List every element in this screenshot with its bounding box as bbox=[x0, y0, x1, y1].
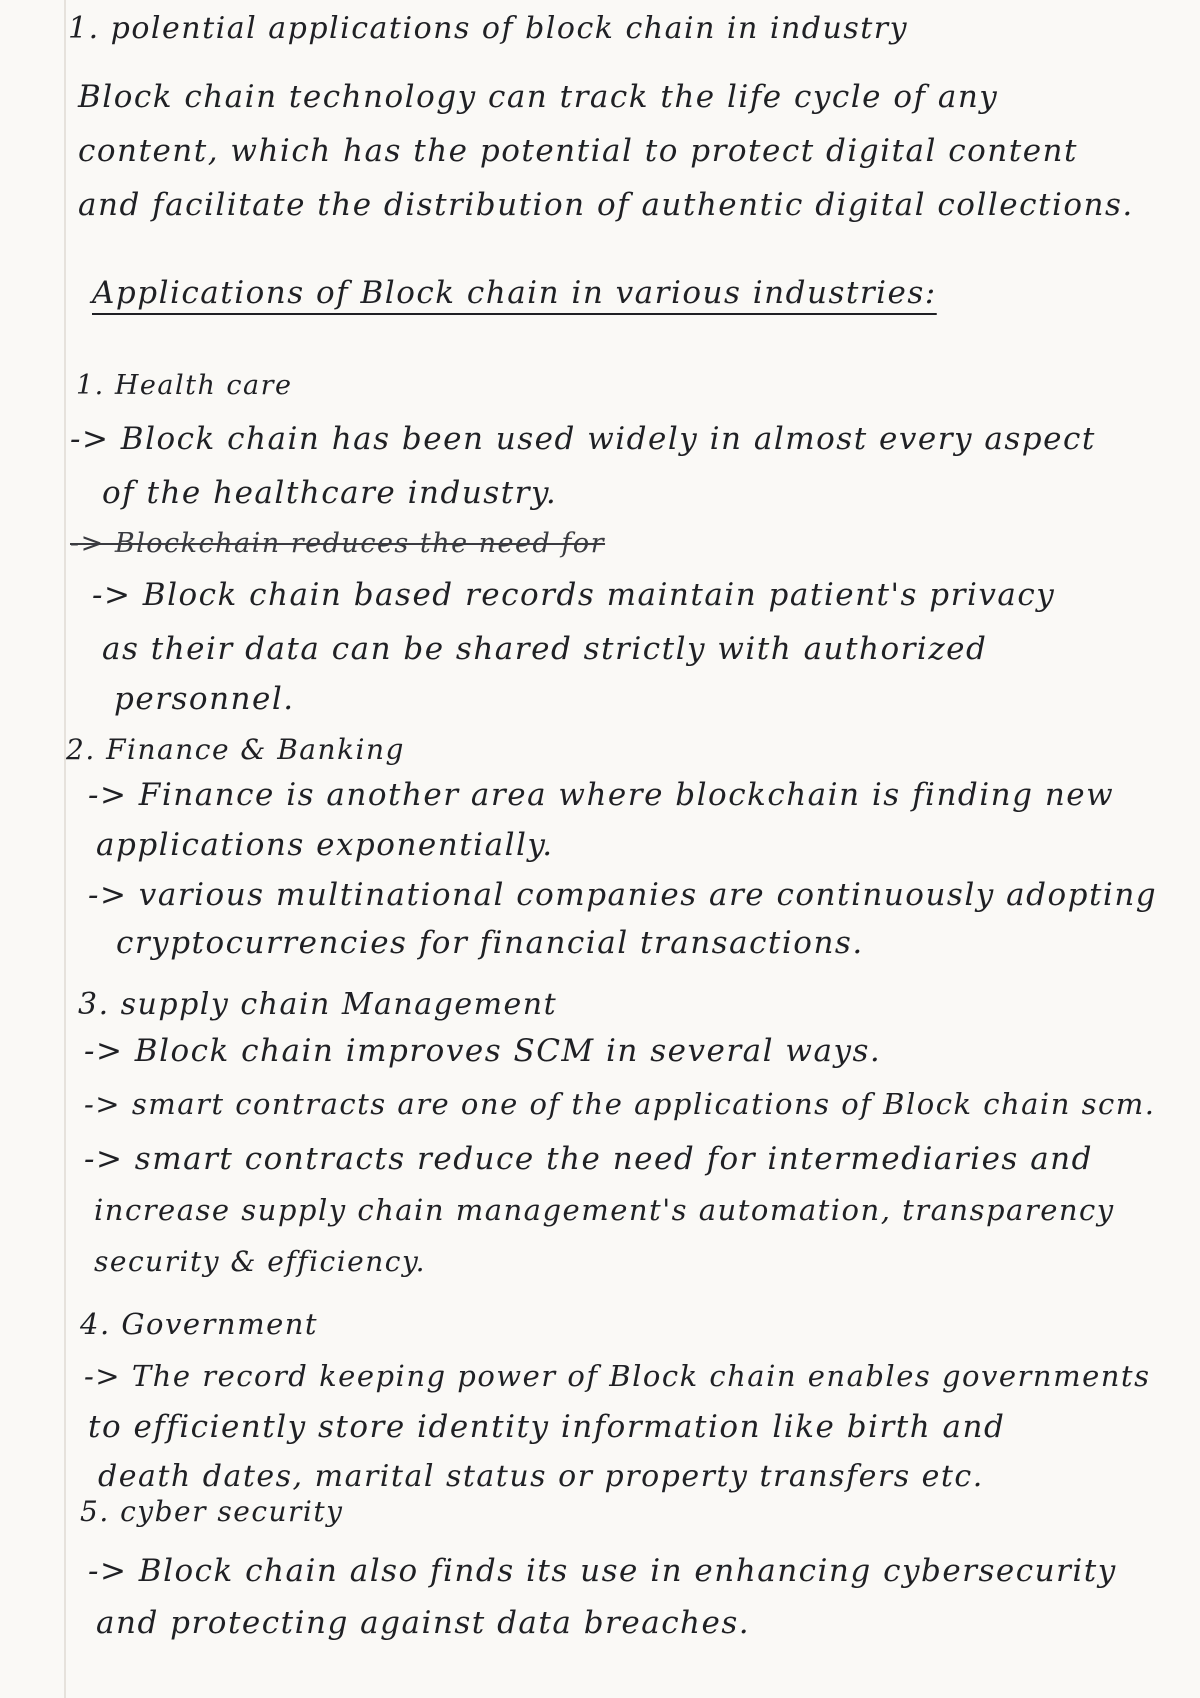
bullet-line: cryptocurrencies for financial transactions. bbox=[116, 925, 864, 961]
title-line: 1. polential applications of block chain in industry bbox=[68, 11, 909, 46]
bullet-line: -> Block chain improves SCM in several ways. bbox=[84, 1033, 882, 1069]
bullet-line: to efficiently store identity information like birth and bbox=[88, 1409, 1006, 1445]
bullet-line: applications exponentially. bbox=[96, 827, 554, 863]
bullet-line: as their data can be shared strictly with authorized bbox=[102, 631, 988, 667]
subheading-finance-banking: 2. Finance & Banking bbox=[66, 733, 405, 766]
bullet-line: -> Block chain also finds its use in enhancing cybersecurity bbox=[88, 1553, 1117, 1589]
subheading-supply-chain: 3. supply chain Management bbox=[78, 987, 558, 1022]
bullet-line: -> Finance is another area where blockchain is finding new bbox=[88, 777, 1115, 813]
section-heading: Applications of Block chain in various industries: bbox=[92, 275, 937, 311]
bullet-line: -> various multinational companies are continuously adopting bbox=[88, 877, 1158, 913]
bullet-line: death dates, marital status or property transfers etc. bbox=[98, 1459, 984, 1494]
struck-out-line: -> Blockchain reduces the need for bbox=[70, 528, 606, 559]
subheading-cyber-security: 5. cyber security bbox=[80, 1495, 344, 1528]
subheading-health-care: 1. Health care bbox=[76, 370, 293, 401]
page-margin-line bbox=[64, 0, 66, 1698]
bullet-line: of the healthcare industry. bbox=[102, 475, 558, 511]
subheading-government: 4. Government bbox=[80, 1307, 319, 1341]
bullet-line: -> Block chain based records maintain patient's privacy bbox=[92, 577, 1056, 613]
intro-line: Block chain technology can track the life cycle of any bbox=[78, 79, 999, 115]
intro-line: and facilitate the distribution of authentic digital collections. bbox=[78, 187, 1134, 223]
bullet-line: personnel. bbox=[114, 681, 295, 717]
bullet-line: -> The record keeping power of Block chain enables governments bbox=[84, 1359, 1151, 1393]
bullet-line: increase supply chain management's automation, transparency bbox=[94, 1193, 1115, 1227]
bullet-line: -> smart contracts reduce the need for intermediaries and bbox=[84, 1141, 1093, 1177]
bullet-line: -> smart contracts are one of the applications of Block chain scm. bbox=[84, 1087, 1156, 1121]
bullet-line: security & efficiency. bbox=[94, 1245, 426, 1278]
intro-line: content, which has the potential to protect digital content bbox=[78, 133, 1078, 169]
bullet-line: -> Block chain has been used widely in almost every aspect bbox=[70, 421, 1096, 457]
bullet-line: and protecting against data breaches. bbox=[96, 1605, 751, 1641]
